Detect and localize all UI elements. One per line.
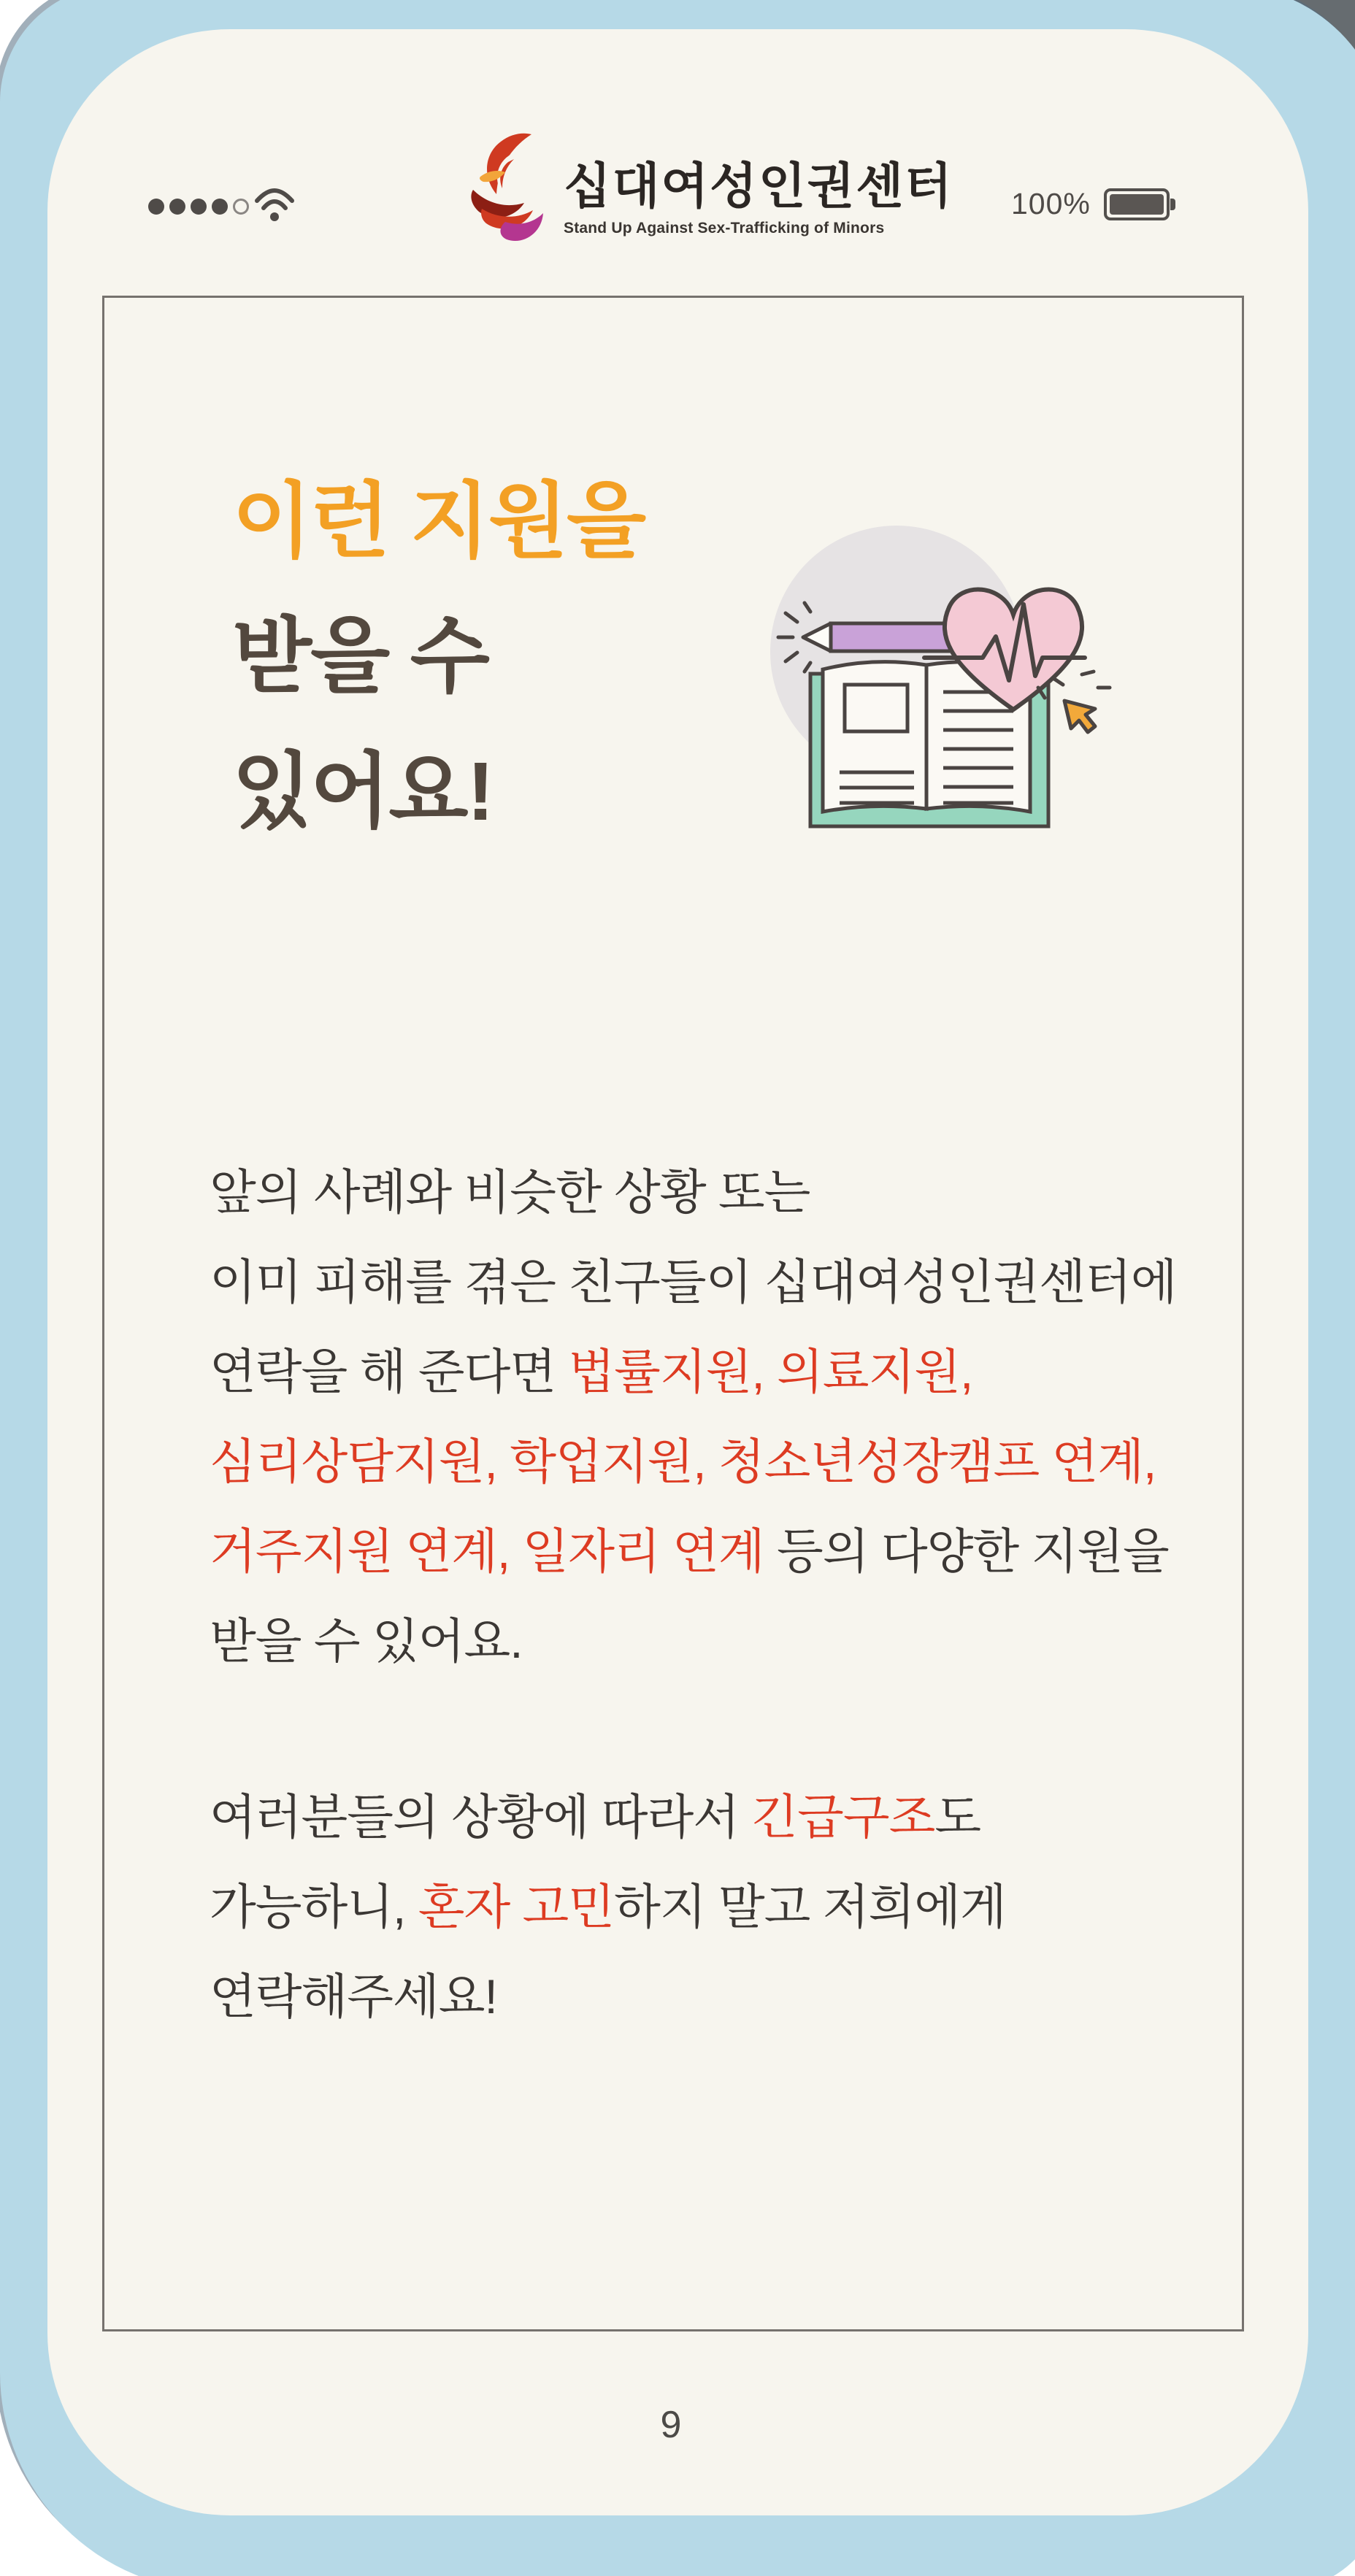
page-number: 9	[660, 2404, 682, 2446]
signal-dot-filled	[212, 199, 228, 215]
body-paragraph-2	[210, 1772, 1006, 2042]
signal-dot-filled	[148, 199, 164, 215]
body-text: 등의 다양한 지원을	[764, 1524, 1169, 1578]
body-text: 하지 말고 저희에게	[614, 1880, 1006, 1934]
signal-dot-filled	[169, 199, 185, 215]
battery-nub	[1170, 199, 1175, 210]
cursor-icon	[1064, 701, 1095, 732]
signal-strength-icon	[148, 199, 249, 215]
body-text: 여러분들의 상황에 따라서	[210, 1790, 752, 1844]
highlighted-text: 거주지원 연계, 일자리 연계	[210, 1524, 764, 1578]
battery-fill	[1110, 194, 1164, 215]
body-text-line	[210, 1237, 1176, 1327]
body-text: 이미 피해를 겪은 친구들이 십대여성인권센터에	[210, 1255, 1177, 1309]
org-logo	[460, 130, 953, 256]
battery-icon	[1104, 188, 1170, 220]
highlighted-text: 혼자 고민	[418, 1880, 615, 1934]
body-text: 받을 수 있어요.	[210, 1614, 523, 1668]
body-text-line	[210, 1596, 1176, 1686]
page-title-line3: 있어요!	[232, 745, 494, 837]
logo-tagline: Stand Up Against Sex-Trafficking of Minors	[564, 220, 885, 237]
signal-dot-empty	[233, 199, 249, 215]
logo-title: 십대여성인권센터	[564, 159, 953, 214]
page-title-line2: 받을 수	[232, 610, 488, 702]
body-text: 도	[934, 1790, 981, 1844]
wifi-icon	[254, 188, 295, 226]
logo-flame-icon	[460, 130, 556, 256]
highlighted-text: 긴급구조	[751, 1790, 935, 1844]
body-text-line	[210, 1327, 1176, 1417]
battery-percent: 100%	[1011, 187, 1091, 220]
body-text-line	[210, 1952, 1006, 2042]
body-text-line	[210, 1862, 1006, 1952]
signal-dot-filled	[191, 199, 207, 215]
highlighted-text: 법률지원, 의료지원,	[568, 1345, 973, 1399]
body-text: 가능하니,	[210, 1880, 418, 1934]
body-text: 앞의 사례와 비슷한 상황 또는	[210, 1165, 810, 1219]
body-paragraph-1	[210, 1147, 1176, 1686]
highlighted-text: 심리상담지원, 학업지원, 청소년성장캠프 연계,	[210, 1434, 1156, 1488]
body-text-line	[210, 1507, 1176, 1596]
page-title	[232, 454, 645, 859]
body-text: 연락해주세요!	[210, 1969, 497, 2023]
body-text-line	[210, 1417, 1176, 1507]
body-text-line	[210, 1147, 1176, 1237]
book-heart-pencil-illustration	[752, 496, 1117, 865]
page-title-line1: 이런 지원을	[232, 475, 645, 567]
body-text-line	[210, 1772, 1006, 1862]
body-text: 연락을 해 준다면	[210, 1345, 569, 1399]
